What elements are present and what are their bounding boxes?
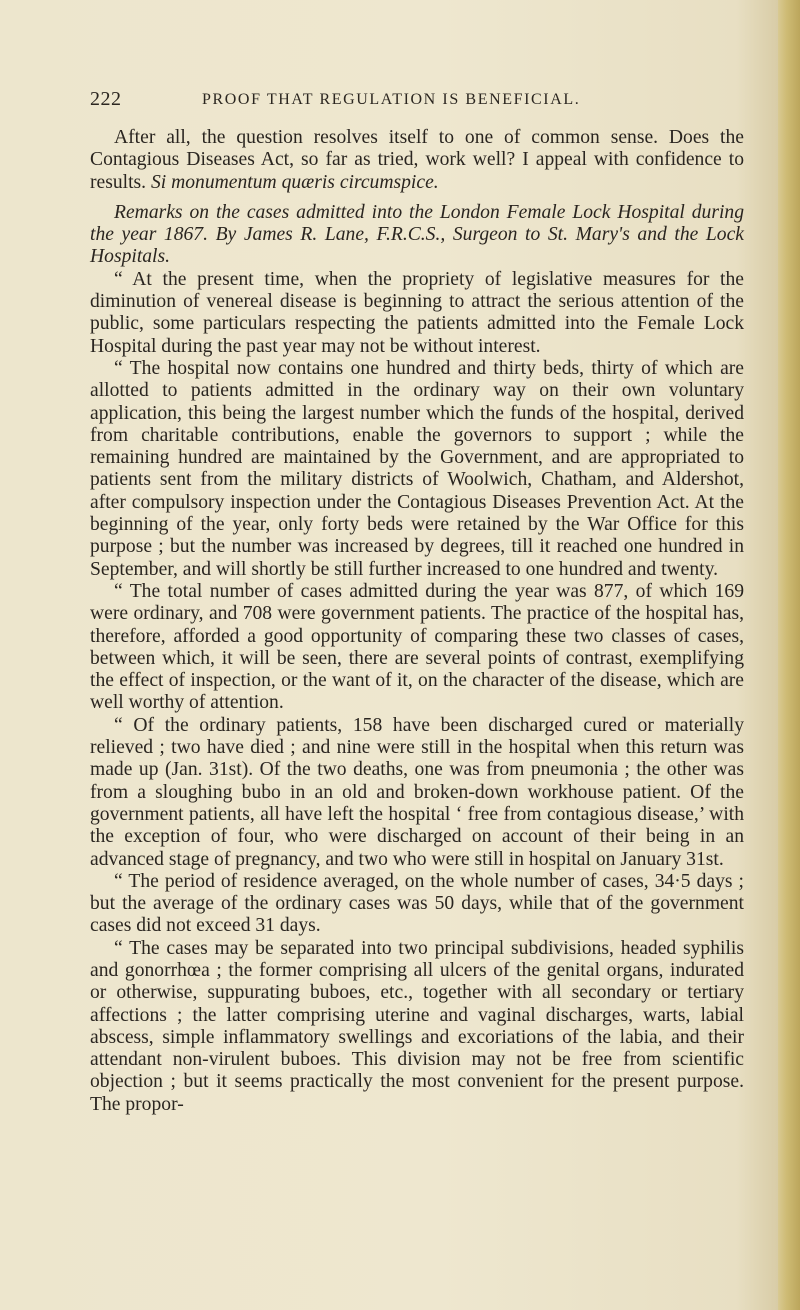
paragraph-hospital-beds: “ The hospital now contains one hundred and thirty beds, thirty of which are allotted to patients admitted in the ordinary way on their own voluntary application, this being the largest number which the funds of the hospital, derived from charitable contributions, enable the governors to support ; while the remaining hundred are maintained by the Government, and are appropriated to patients sent from the military districts of Woolwich, Chatham, and Aldershot, after compulsory inspection under the Contagious Diseases Prevention Act. At the beginning of the year, only forty beds were retained by the War Office for this purpose ; but the number was increased by degrees, till it reached one hundred in September, and will shortly be still further increased to one hundred and twenty. (90, 357, 744, 580)
running-head: PROOF THAT REGULATION IS BENEFICIAL. (202, 91, 581, 108)
remarks-heading: Remarks on the cases admitted into the London Female Lock Hospital during the year 1867. By James R. Lane, F.R.C.S., Surgeon to St. Mary's and the Lock Hospitals. (90, 201, 744, 268)
latin-quote: Si monumentum quæris circumspice. (150, 171, 439, 193)
paragraph-total-cases: “ The total number of cases admitted during the year was 877, of which 169 were ordinary, and 708 were government patients. The practice of the hospital has, therefore, afforded a good opportunity of comparing these two classes of cases, between which, it will be seen, there are several points of contrast, exemplifying the effect of inspection, or the want of it, on the character of the disease, which are well worthy of attention. (90, 580, 744, 714)
page-edge (778, 0, 800, 1310)
paragraph-present-time: “ At the present time, when the propriety of legislative measures for the diminution of venereal disease is beginning to attract the serious attention of the public, some particulars respecting the patients admitted into the Female Lock Hospital during the past year may not be without interest. (90, 268, 744, 357)
page-number: 222 (90, 88, 122, 110)
paragraph-subdivisions: “ The cases may be separated into two principal subdivisions, headed syphilis and gonorrhœa ; the former comprising all ulcers of the genital organs, indurated or otherwise, suppurating buboes, etc., together with all secondary or tertiary affections ; the latter comprising uterine and vaginal discharges, warts, labial abscess, simple inflammatory swellings and excoriations of the labia, and their attendant non-virulent buboes. This division may not be free from scientific objection ; but it seems practically the most convenient for the present purpose. The propor- (90, 937, 744, 1115)
paragraph-intro (90, 127, 744, 194)
paragraph-intro-text: After all, the question resolves itself to one of common sense. Does the Contagious Diseases Act, so far as tried, work well? I appeal with confidence to results. (90, 127, 744, 193)
paragraph-ordinary-patients: “ Of the ordinary patients, 158 have been discharged cured or materially relieved ; two have died ; and nine were still in the hospital when this return was made up (Jan. 31st). Of the two deaths, one was from pneumonia ; the other was from a sloughing bubo in an old and broken-down workhouse patient. Of the government patients, all have left the hospital ‘ free from contagious disease,’ with the exception of four, who were discharged on account of their being in an advanced stage of pregnancy, and two who were still in hospital on January 31st. (90, 714, 744, 870)
page-header (90, 88, 740, 116)
page-body (90, 127, 744, 1116)
paragraph-residence-period: “ The period of residence averaged, on the whole number of cases, 34·5 days ; but the average of the ordinary cases was 50 days, while that of the government cases did not exceed 31 days. (90, 870, 744, 937)
